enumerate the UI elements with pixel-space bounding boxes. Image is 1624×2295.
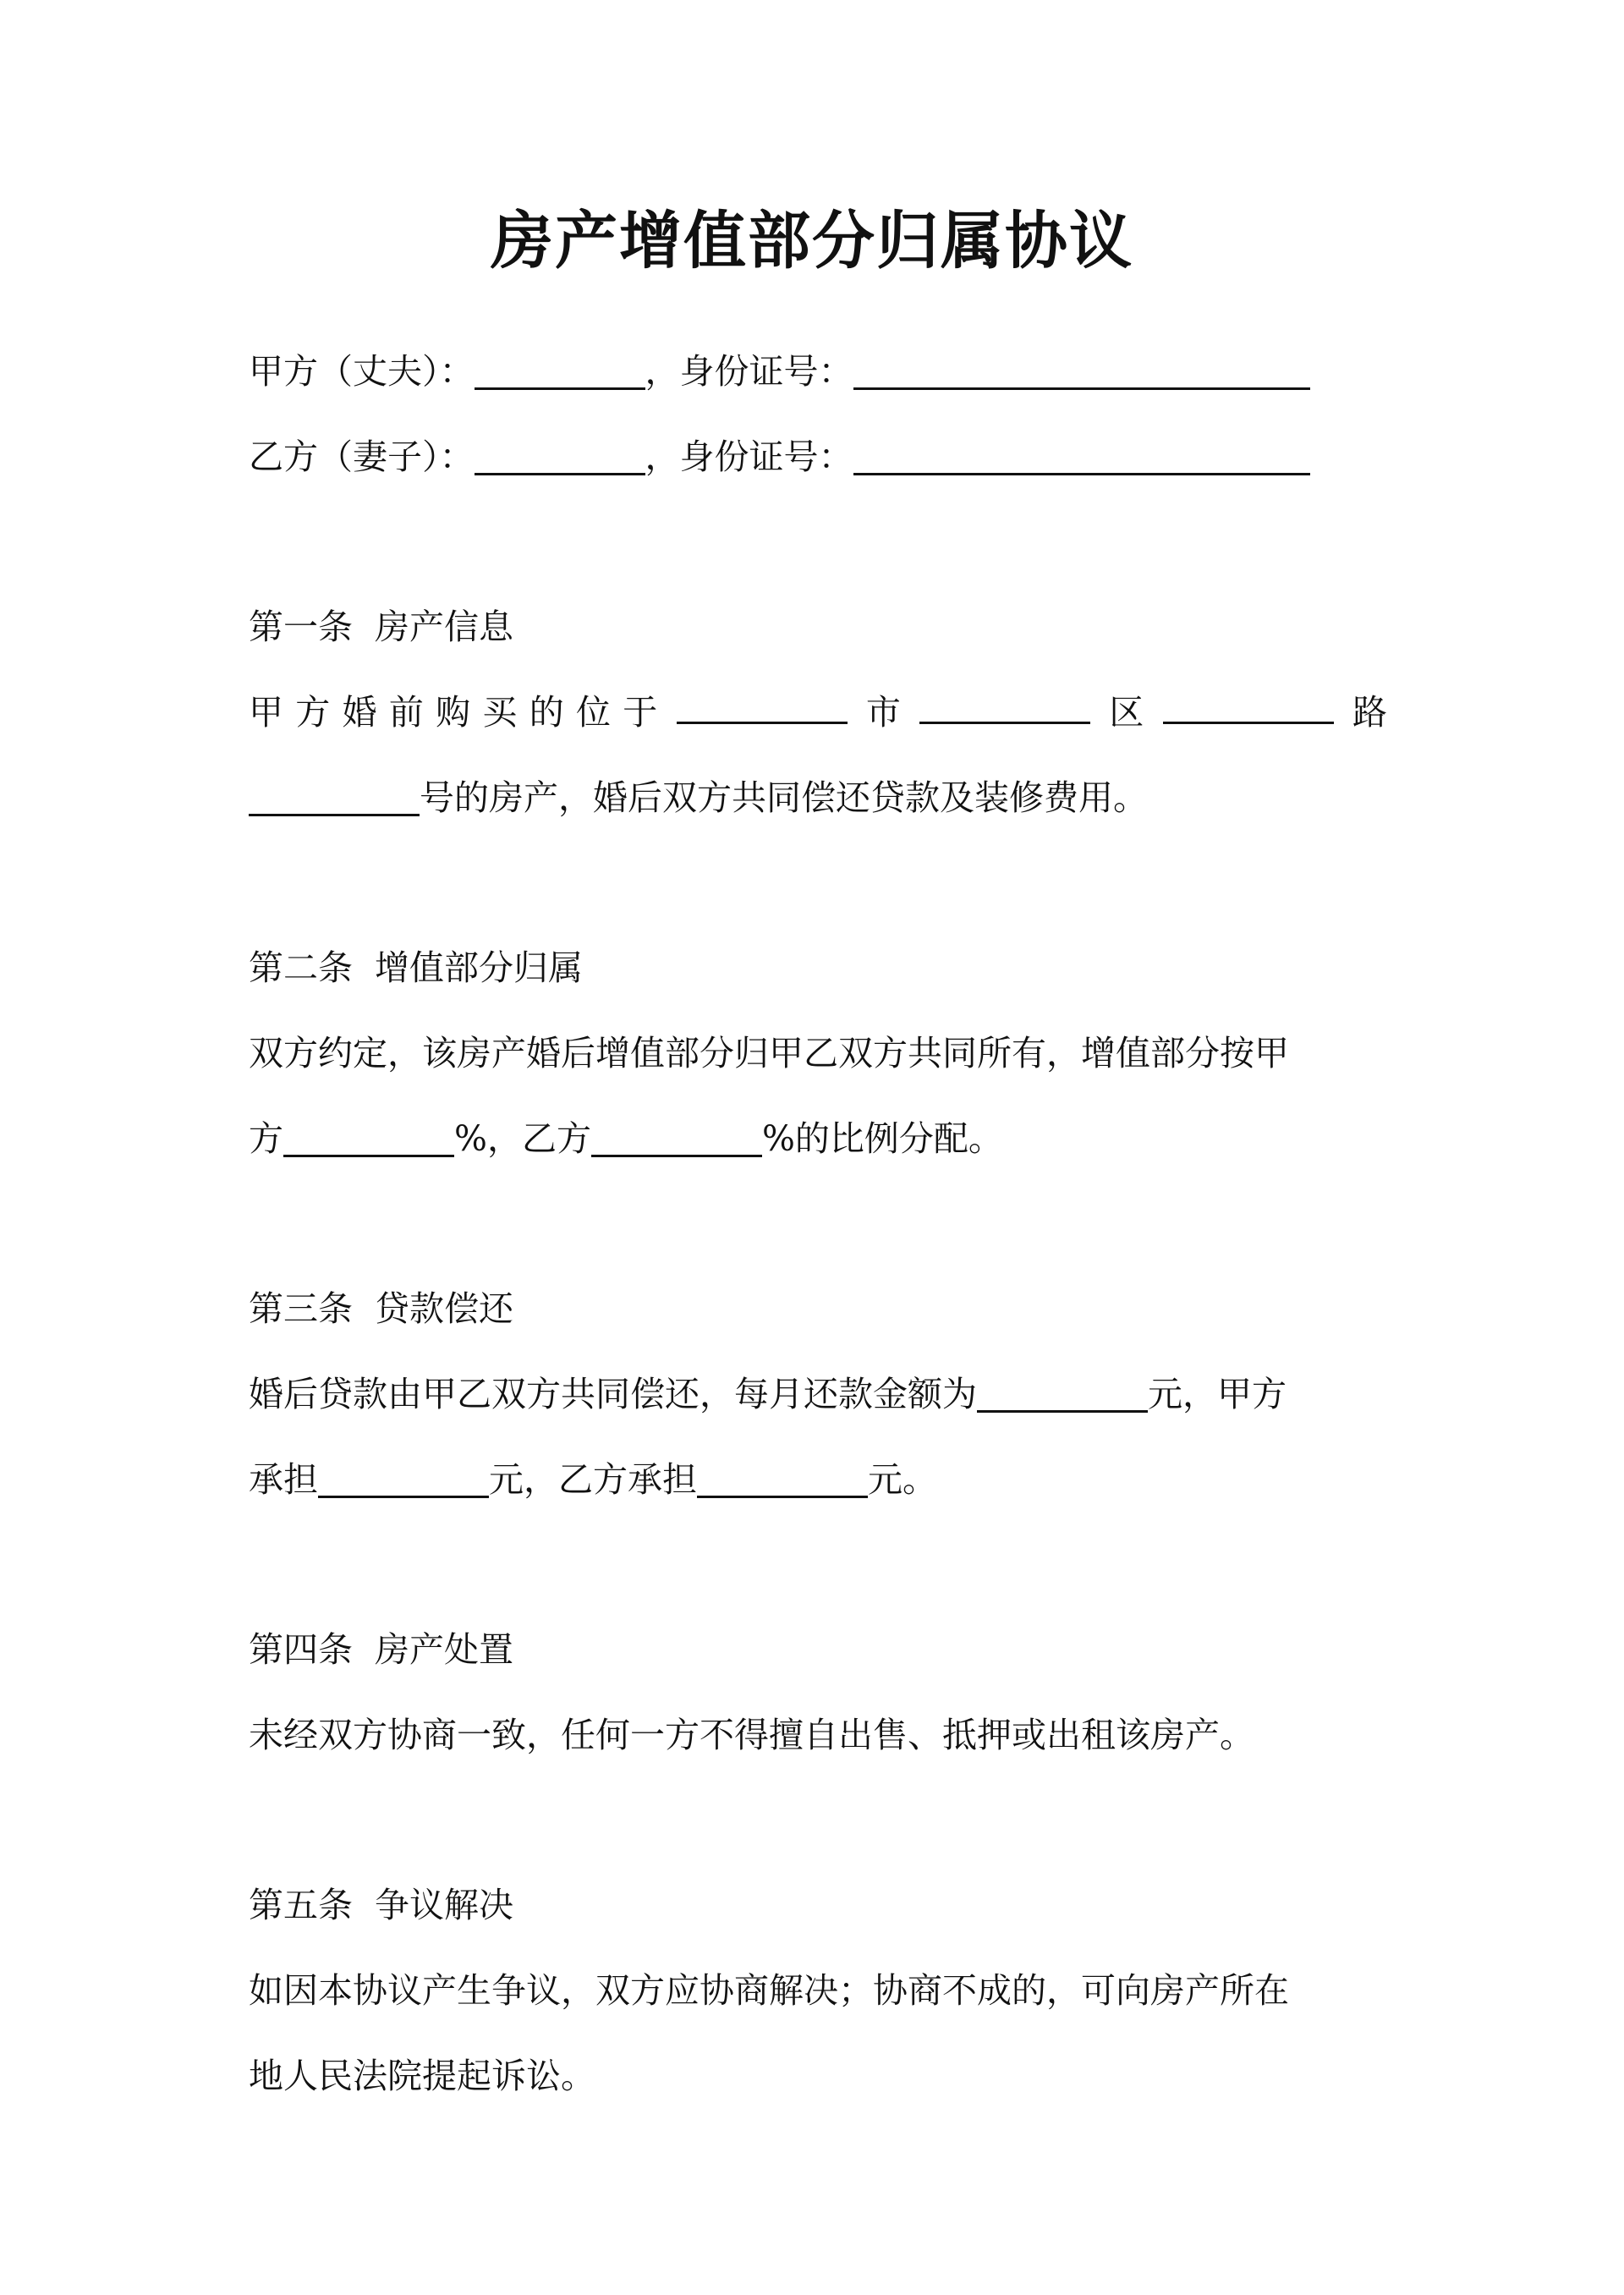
article-1-line-1: [249, 687, 1387, 738]
road-blank: [1163, 688, 1334, 724]
article-3-text-e: 元。: [868, 1459, 937, 1500]
article-4-heading: [249, 1624, 1387, 1675]
monthly-payment-blank: [977, 1376, 1148, 1413]
article-1-char: 方: [295, 692, 331, 733]
party-a-id-blank: [853, 354, 1310, 390]
article-2-heading: [249, 942, 1387, 993]
party-a-name-blank: [475, 354, 645, 390]
party-b-label: 乙方（妻子）：: [249, 436, 475, 477]
article-3-number: 第三条: [249, 1288, 353, 1329]
article-3-text-b: 元，甲方: [1148, 1374, 1287, 1414]
party-a-percent-blank: [283, 1121, 454, 1157]
district-label: 区: [1109, 692, 1144, 733]
article-3-text-c: 承担: [249, 1459, 318, 1500]
article-5-line-2: 地人民法院提起诉讼。: [249, 2056, 595, 2096]
article-3-text-d: 元，乙方承担: [489, 1459, 697, 1500]
article-3-title: 贷款偿还: [375, 1288, 513, 1329]
party-b-id-blank: [853, 439, 1310, 475]
article-2-title: 增值部分归属: [375, 947, 583, 988]
article-1-char: 甲: [249, 692, 283, 733]
article-3-line-2: [249, 1454, 1387, 1505]
article-2-text-c: %的比例分配。: [761, 1118, 1003, 1159]
party-a-id-label: ，身份证号：: [645, 351, 853, 392]
party-b-line: [249, 431, 1387, 482]
district-blank: [919, 688, 1090, 724]
article-1-char: 于: [623, 692, 658, 733]
article-2-line-2: [249, 1113, 1387, 1164]
article-5-title: 争议解决: [375, 1885, 513, 1925]
city-label: 市: [865, 692, 901, 733]
article-5-line-1: 如因本协议产生争议，双方应协商解决；协商不成的，可向房产所在: [249, 1970, 1289, 2011]
article-2-text-a: 方: [249, 1118, 283, 1159]
article-2-line-1: 双方约定，该房产婚后增值部分归甲乙双方共同所有，增值部分按甲: [249, 1033, 1289, 1073]
article-1-char: 购: [436, 692, 471, 733]
article-1-line-2-text: 号的房产，婚后双方共同偿还贷款及装修费用。: [420, 777, 1148, 818]
article-1-title: 房产信息: [375, 607, 513, 647]
city-blank: [677, 688, 848, 724]
party-a-line: [249, 346, 1387, 397]
article-5-heading: [249, 1880, 1387, 1930]
article-1-heading: [249, 601, 1387, 652]
article-3-text-a: 婚后贷款由甲乙双方共同偿还，每月还款金额为: [249, 1374, 977, 1414]
article-1-char: 的: [529, 692, 564, 733]
party-b-name-blank: [475, 439, 645, 475]
party-b-percent-blank: [591, 1121, 762, 1157]
article-4-title: 房产处置: [375, 1629, 513, 1670]
article-3-heading: [249, 1283, 1387, 1334]
article-1-char: 位: [575, 692, 611, 733]
article-2-text-b: %，乙方: [454, 1118, 591, 1159]
article-1-line-2: [249, 772, 1387, 823]
article-4-line-1: 未经双方协商一致，任何一方不得擅自出售、抵押或出租该房产。: [249, 1715, 1254, 1755]
article-3-line-1: [249, 1369, 1387, 1419]
article-4-number: 第四条: [249, 1629, 353, 1670]
article-1-number: 第一条: [249, 607, 353, 647]
party-a-label: 甲方（丈夫）：: [249, 351, 475, 392]
party-b-payment-blank: [697, 1462, 868, 1498]
article-1-char: 前: [388, 692, 424, 733]
road-label: 路: [1352, 692, 1387, 733]
party-b-id-label: ，身份证号：: [645, 436, 853, 477]
article-2-number: 第二条: [249, 947, 353, 988]
article-1-char: 买: [482, 692, 518, 733]
house-number-blank: [249, 780, 420, 816]
document-title: 房产增值部分归属协议: [491, 205, 1133, 277]
article-1-char: 婚: [342, 692, 377, 733]
article-5-number: 第五条: [249, 1885, 353, 1925]
party-a-payment-blank: [318, 1462, 489, 1498]
